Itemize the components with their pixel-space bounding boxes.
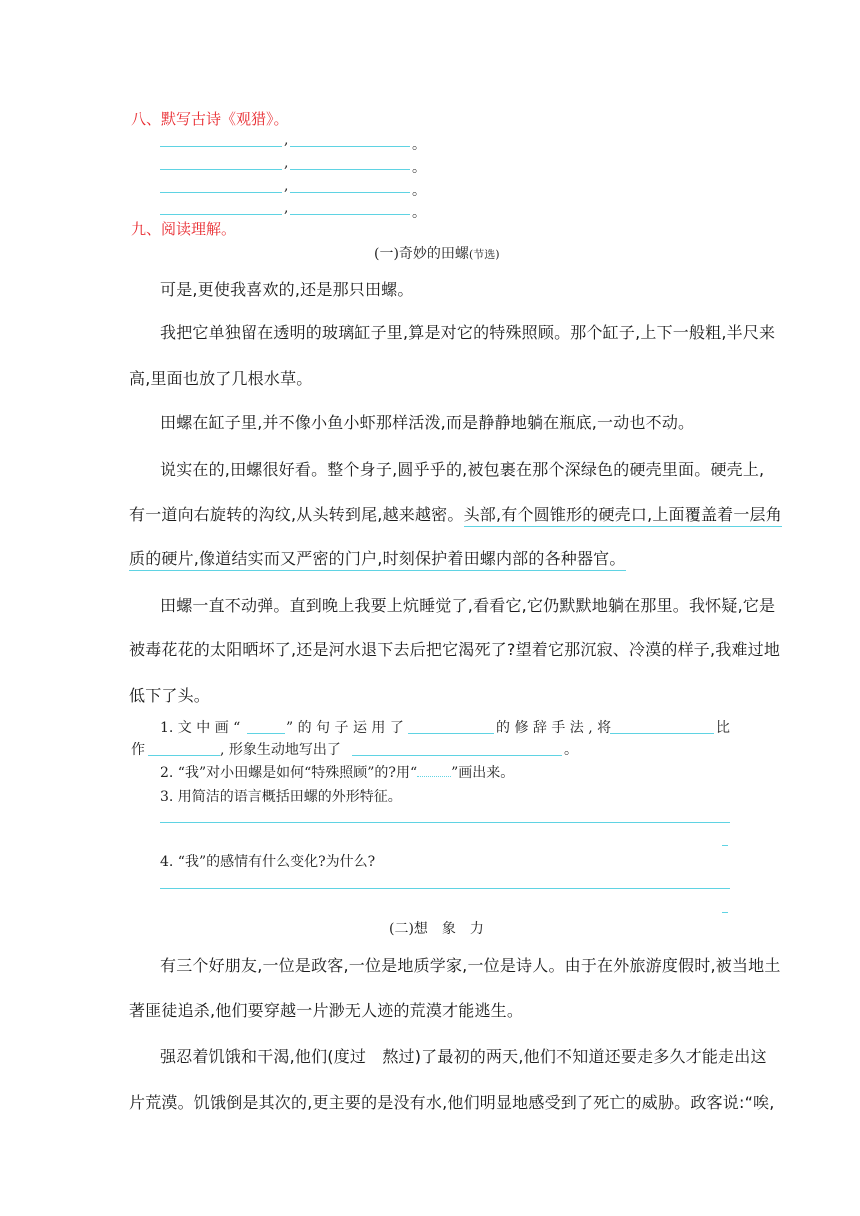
paragraph-line: 高,里面也放了几根水草。 — [129, 369, 313, 388]
poem-blank[interactable] — [290, 169, 410, 170]
reading-1-title-text: (一)奇妙的田螺 — [374, 246, 469, 262]
question-1-part-a: 1. 文 中 画 “ — [160, 720, 241, 736]
answer-blank[interactable] — [247, 733, 285, 734]
reading-2-title: (二)想 象 力 — [389, 921, 484, 937]
paragraph-line: 田螺一直不动弹。直到晚上我要上炕睡觉了,看看它,它仍默默地躺在那里。我怀疑,它是 — [160, 596, 776, 615]
section-8-title: 八、默写古诗《观猎》。 — [131, 110, 289, 128]
poem-blank[interactable] — [290, 192, 410, 193]
answer-line[interactable] — [160, 822, 730, 823]
poem-blank[interactable] — [290, 214, 410, 215]
period: 。 — [412, 160, 426, 176]
poem-blank[interactable] — [160, 192, 282, 193]
paragraph-line: 说实在的,田螺很好看。整个身子,圆乎乎的,被包裹在那个深绿色的硬壳里面。硬壳上, — [160, 460, 765, 479]
paragraph-line: 低下了头。 — [129, 686, 211, 705]
paragraph-line: 田螺在缸子里,并不像小鱼小虾那样活泼,而是静静地躺在瓶底,一动也不动。 — [160, 413, 695, 432]
poem-blank[interactable] — [160, 146, 282, 147]
question-1-part-d: 比 — [716, 720, 730, 736]
answer-blank[interactable] — [610, 733, 714, 734]
underlined-sentence: 质的硬片,像道结实而又严密的门户,时刻保护着田螺内部的各种器官。 — [129, 549, 626, 571]
answer-line-end — [722, 845, 728, 846]
paragraph-line: 我把它单独留在透明的玻璃缸子里,算是对它的特殊照顾。那个缸子,上下一般粗,半尺来 — [160, 323, 776, 342]
comma: , — [284, 155, 289, 171]
question-2 — [160, 762, 514, 782]
period: 。 — [412, 205, 426, 221]
answer-line[interactable] — [160, 888, 730, 889]
section-9-title: 九、阅读理解。 — [131, 220, 237, 238]
paragraph-line: 著匪徒追杀,他们要穿越一片渺无人迹的荒漠才能逃生。 — [129, 1001, 524, 1020]
poem-blank[interactable] — [160, 214, 282, 215]
answer-blank[interactable] — [352, 755, 562, 756]
comma: , — [284, 200, 289, 216]
question-2-text-b: ”画出来。 — [451, 765, 515, 781]
wavy-underline-sample — [417, 766, 451, 777]
reading-1-title-note: (节选) — [468, 248, 500, 261]
question-1-part-b: ” 的 句 子 运 用 了 — [286, 720, 404, 736]
reading-1-title — [374, 243, 500, 263]
paragraph-line: 强忍着饥饿和干渴,他们(度过 熬过)了最初的两天,他们不知道还要走多久才能走出这 — [160, 1047, 767, 1066]
comma: , — [284, 178, 289, 194]
comma: , — [284, 132, 289, 148]
paragraph-line: 可是,更使我喜欢的,还是那只田螺。 — [160, 280, 414, 299]
question-1-part-e: 作 — [131, 742, 145, 758]
answer-blank[interactable] — [408, 733, 494, 734]
question-1-part-c: 的 修 辞 手 法 , 将 — [496, 720, 612, 736]
period: 。 — [412, 183, 426, 199]
paragraph-line — [129, 502, 782, 525]
poem-blank[interactable] — [160, 169, 282, 170]
answer-line-end — [722, 912, 728, 913]
poem-blank[interactable] — [290, 146, 410, 147]
underlined-sentence: 头部,有个圆锥形的硬壳口,上面覆盖着一层角 — [464, 505, 782, 527]
question-3: 3. 用简洁的语言概括田螺的外形特征。 — [160, 789, 402, 805]
question-2-text-a: 2. “我”对小田螺是如何“特殊照顾”的?用“ — [160, 765, 418, 781]
paragraph-line — [129, 546, 626, 569]
period: 。 — [412, 137, 426, 153]
paragraph-line: 片荒漠。饥饿倒是其次的,更主要的是没有水,他们明显地感受到了死亡的威胁。政客说:“唉, — [129, 1093, 775, 1112]
question-4: 4. “我”的感情有什么变化?为什么? — [160, 854, 376, 870]
question-1-part-f: , 形象生动地写出了 — [220, 742, 341, 758]
paragraph-line: 有三个好朋友,一位是政客,一位是地质学家,一位是诗人。由于在外旅游度假时,被当地土 — [160, 956, 781, 975]
plain-text: 有一道向右旋转的沟纹,从头转到尾,越来越密。 — [129, 505, 464, 524]
question-1-part-g: 。 — [564, 742, 578, 758]
paragraph-line: 被毒花花的太阳晒坏了,还是河水退下去后把它渴死了?望着它那沉寂、冷漠的样子,我难过地 — [129, 640, 781, 659]
answer-blank[interactable] — [148, 755, 220, 756]
